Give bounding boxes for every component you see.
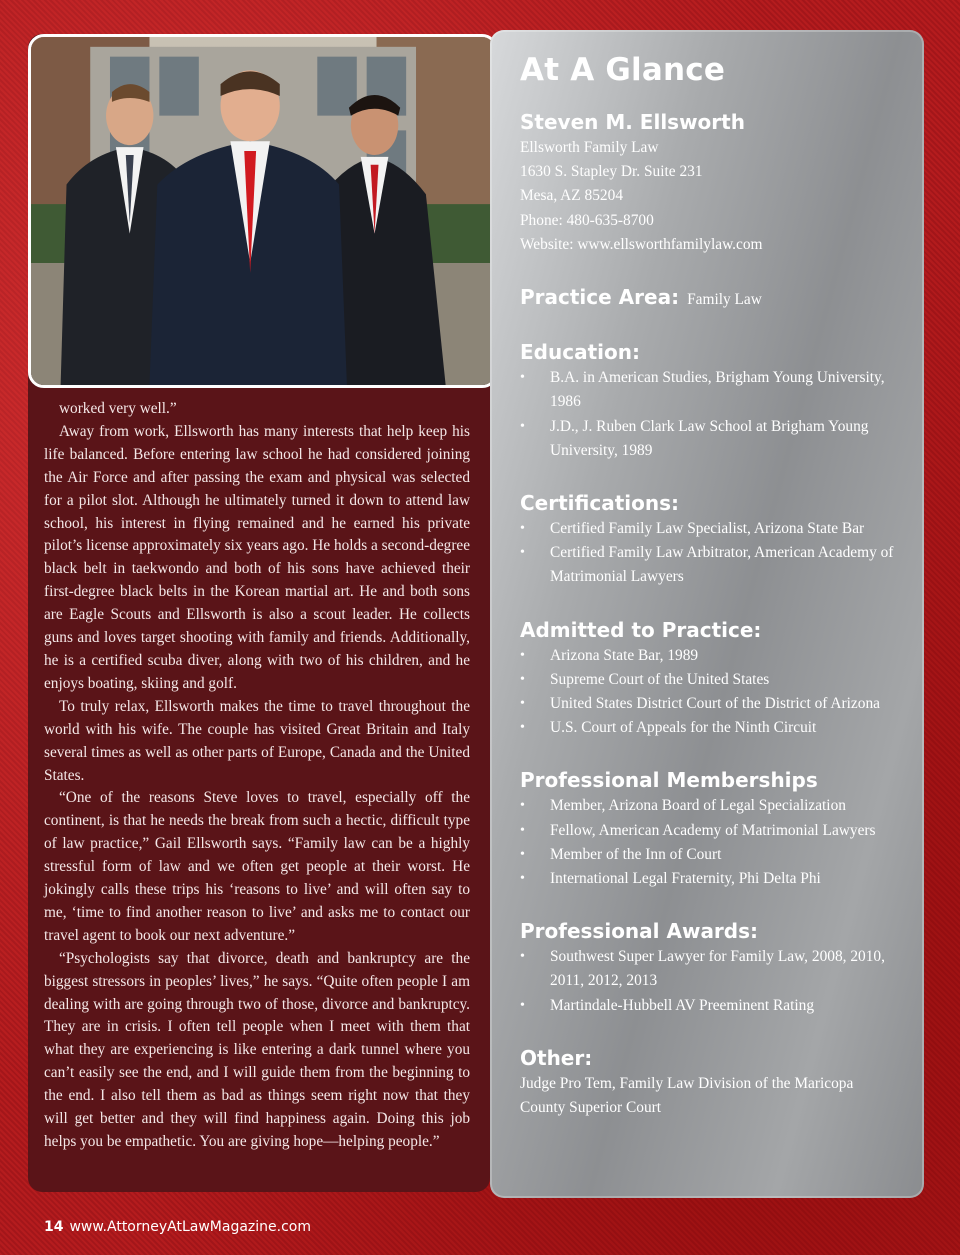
list-item: • U.S. Court of Appeals for the Ninth Circuit [520,716,898,740]
list-item: • United States District Court of the District of Arizona [520,692,898,716]
practice-area-section [520,285,898,312]
education-heading: Education: [520,340,640,365]
at-a-glance-panel [490,30,924,1198]
admitted-heading: Admitted to Practice: [520,617,762,642]
glance-title: At A Glance [520,52,726,88]
article-paragraph: “Psychologists say that divorce, death and bankruptcy are the biggest stressors in peoples’ lives,” he says. “Quite often people I am dealing with are going through two of those, divorce and bankruptcy. They are in crisis. I often tell people when I meet with them that what they are experiencing is like entering a dark tunnel where you can’t easily see the end, and I will guide them from the beginning to the end. I also tell them as bad as things seem right now that they will get better and they will find happiness again. Doing this job helps you be empathetic. You are giving hope—helping people.” [44,949,470,1150]
attorneys-photo-image [31,37,495,385]
website: Website: www.ellsworthfamilylaw.com [520,235,763,253]
education-section [520,340,898,463]
article-paragraph: Away from work, Ellsworth has many interests that help keep his life balanced. Before entering law school he had considered joining the Air Force and after passing the exam and physical was selected for a pilot slot. Although he ultimately turned it down to attend law school, his interest in flying remained and he earned his private pilot’s license approximately six years ago. He holds a second-degree black belt in taekwondo and both of his sons have achieved their first-degree black belts in the Korean martial art. He and both sons are Eagle Scouts and Ellsworth is also a scout leader. He collects guns and loves target shooting with family and friends. Additionally, he is a certified scuba diver, along with two of his children, and he enjoys boating, skiing and golf. [44,422,470,692]
admitted-section [520,618,898,741]
firm-name: Ellsworth Family Law [520,139,659,156]
list-item: • International Legal Fraternity, Phi Delta Phi [520,867,898,891]
list-item: • Member, Arizona Board of Legal Specialization [520,794,898,818]
memberships-section [520,768,898,891]
list-item: • J.D., J. Ruben Clark Law School at Brigham Young University, 1989 [520,415,898,463]
street-address: 1630 S. Stapley Dr. Suite 231 [520,163,703,181]
list-item: • Member of the Inn of Court [520,843,898,867]
other-heading: Other: [520,1045,593,1070]
article-paragraph: To truly relax, Ellsworth makes the time to travel throughout the world with his wife. The couple has visited Great Britain and Italy several times as well as other parts of Europe, Canada and the United States. [44,697,470,784]
page-footer [44,1219,311,1235]
list-item: • Martindale-Hubbell AV Preeminent Rating [520,994,898,1018]
memberships-heading: Professional Memberships [520,768,818,793]
list-item: • Fellow, American Academy of Matrimonial Lawyers [520,819,898,843]
attorneys-photo [28,34,498,388]
list-item: • B.A. in American Studies, Brigham Young University, 1986 [520,366,898,414]
attorney-name: Steven M. Ellsworth [520,110,745,134]
practice-area-value: Family Law [687,291,762,309]
phone-number: Phone: 480-635-8700 [520,211,654,229]
article-paragraph: worked very well.” [59,400,177,417]
list-item: • Certified Family Law Arbitrator, American Academy of Matrimonial Lawyers [520,541,898,589]
practice-area-heading: Practice Area: [520,285,680,310]
other-section [520,1046,898,1120]
list-item: • Supreme Court of the United States [520,668,898,692]
page-number: 14 [44,1219,64,1235]
list-item: • Arizona State Bar, 1989 [520,644,898,668]
list-item: • Southwest Super Lawyer for Family Law, 2008, 2010, 2011, 2012, 2013 [520,945,898,993]
awards-heading: Professional Awards: [520,919,759,944]
footer-website-link[interactable]: www.AttorneyAtLawMagazine.com [69,1219,312,1235]
other-value: Judge Pro Tem, Family Law Division of the Maricopa County Superior Court [520,1074,854,1117]
awards-section [520,919,898,1018]
certifications-section [520,491,898,590]
article-paragraph: “One of the reasons Steve loves to travel, especially off the continent, is that he needs the break from such a hectic, difficult type of law practice,” Gail Ellsworth says. “Family law can be a highly stressful form of law and we often get people at their worst. He jokingly calls these trips his ‘reasons to live’ and will often say to me, ‘time to find another reason to live’ and asks me to contact our travel agent to book our next adventure.” [44,789,470,944]
contact-block [520,136,898,257]
city-state-zip: Mesa, AZ 85204 [520,187,624,205]
list-item: • Certified Family Law Specialist, Arizona State Bar [520,517,898,541]
article-body [44,398,470,1154]
certifications-heading: Certifications: [520,491,679,516]
